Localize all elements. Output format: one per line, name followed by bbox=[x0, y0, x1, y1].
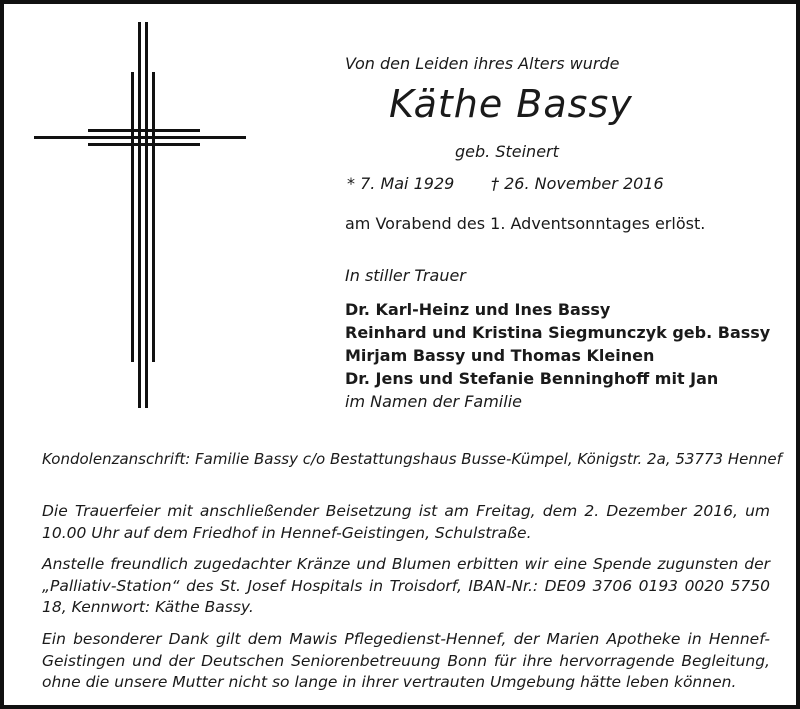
mourner-name: Dr. Karl-Heinz und Ines Bassy bbox=[345, 300, 611, 319]
family-note: im Namen der Familie bbox=[345, 392, 522, 411]
deceased-name: Käthe Bassy bbox=[389, 82, 633, 126]
mourner-name: Mirjam Bassy und Thomas Kleinen bbox=[345, 346, 655, 365]
cross-icon bbox=[34, 22, 246, 408]
passing-note: am Vorabend des 1. Adventsonntages erlöst. bbox=[345, 214, 706, 233]
death-date: † 26. November 2016 bbox=[491, 174, 664, 193]
ceremony-paragraph: Die Trauerfeier mit anschließender Beisetzung ist am Freitag, dem 2. Dezember 2016, um 10.00 Uhr auf dem Friedhof in Hennef-Geistingen, Schulstraße. bbox=[42, 502, 770, 542]
mourner-name: Reinhard und Kristina Siegmunczyk geb. Bassy bbox=[345, 323, 771, 342]
condolence-address: Kondolenzanschrift: Familie Bassy c/o Bestattungshaus Busse-Kümpel, Königstr. 2a, 53773 Hennef bbox=[42, 450, 782, 468]
donation-paragraph: Anstelle freundlich zugedachter Kränze und Blumen erbitten wir eine Spende zugunsten der „Palliativ-Station“ des St. Josef Hospitals in Troisdorf, IBAN-Nr.: DE09 3706 0193 0020 5750 18, Kennwort: Käthe Bassy. bbox=[42, 555, 770, 616]
intro-text: Von den Leiden ihres Alters wurde bbox=[345, 54, 620, 73]
mourner-name: Dr. Jens und Stefanie Benninghoff mit Jan bbox=[345, 369, 719, 388]
birth-date: * 7. Mai 1929 bbox=[347, 174, 455, 193]
birth-name: geb. Steinert bbox=[455, 142, 559, 161]
mourning-heading: In stiller Trauer bbox=[345, 266, 466, 285]
thanks-paragraph: Ein besonderer Dank gilt dem Mawis Pflegedienst-Hennef, der Marien Apotheke in Hennef-Geistingen und der Deutschen Seniorenbetreuung Bonn für ihre hervorragende Begleitung, ohne die unsere Mutter nicht so lange in ihrer vertrauten Umgebung hätte leben können. bbox=[42, 630, 770, 691]
